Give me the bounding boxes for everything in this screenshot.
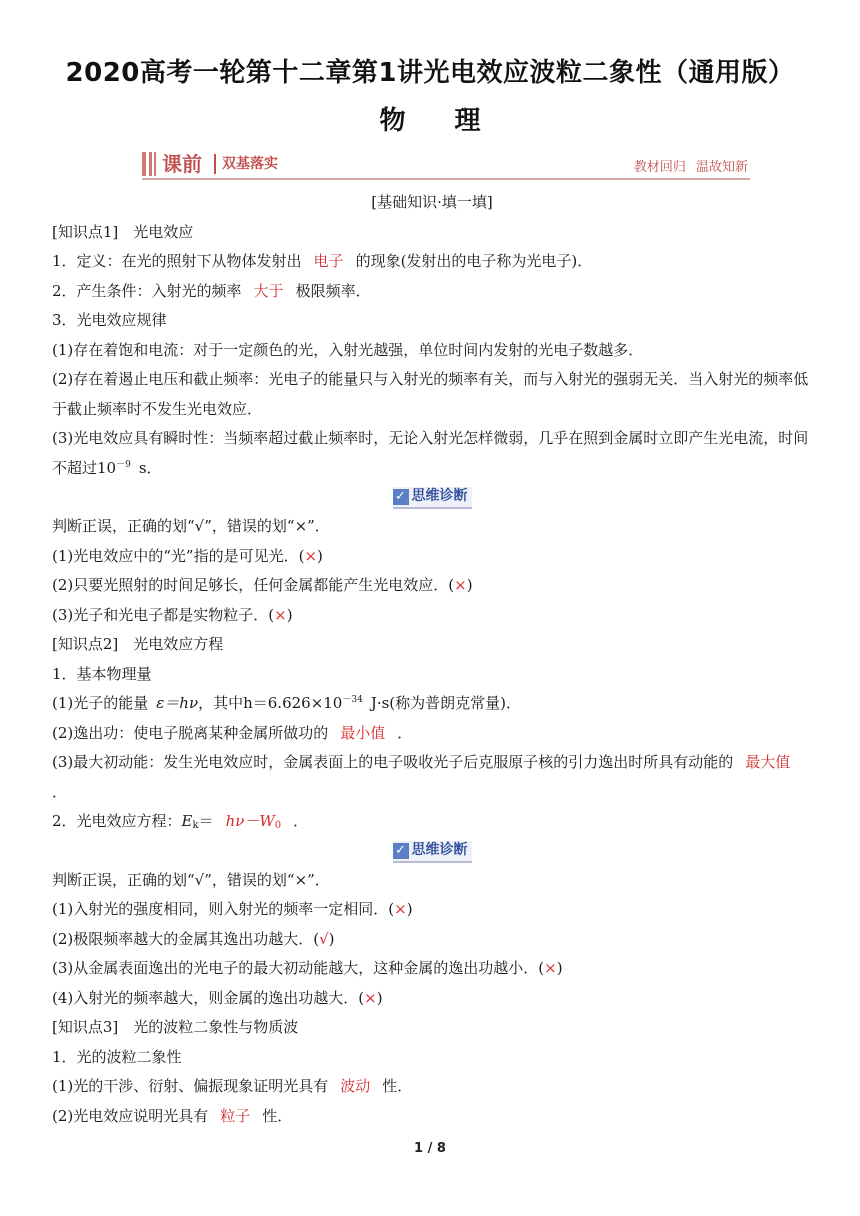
k2-eq-lhs: E [181, 812, 193, 830]
k1-condition [52, 277, 812, 307]
k1-definition [52, 247, 812, 277]
k3-wave [52, 1072, 812, 1102]
judge-close: ) [328, 929, 335, 948]
judge-text: (3)光子和光电子都是实物粒子．( [52, 605, 275, 624]
k1-rule-2: (2)存在着遏止电压和截止频率：光电子的能量只与入射光的频率有关，而与入射光的强弱无关．当入射光的频率低于截止频率时不发生光电效应． [52, 370, 809, 418]
thinking-diagnosis-badge-1 [52, 484, 812, 512]
k2-e1-mid: ，其中h＝6.626×10 [198, 694, 343, 712]
banner-underline [142, 178, 750, 180]
k1-def-answer: 电子 [313, 252, 344, 270]
judge-mark: × [364, 988, 377, 1007]
k2-eq-lhs-sub: k [192, 820, 199, 831]
k3-w1-suffix: 性． [382, 1077, 413, 1095]
judge2-item [52, 925, 812, 955]
k3-particle [52, 1102, 812, 1132]
k2-e2-suffix: ． [397, 723, 413, 742]
judge-close: ) [317, 546, 323, 565]
judge-close: ) [556, 959, 563, 977]
judge-text: (3)从金属表面逸出的光电子的最大初动能越大，这种金属的逸出功越小．( [52, 959, 545, 977]
k1-rule-3 [52, 424, 812, 483]
judge1-item [52, 571, 812, 601]
banner-separator [214, 154, 216, 174]
k2-eq-prefix: 2．光电效应方程： [52, 812, 182, 830]
judge-text: (1)入射光的强度相同，则入射光的频率一定相同．( [52, 900, 395, 918]
k3-heading: [知识点3] 光的波粒二象性与物质波 [52, 1018, 299, 1036]
thinking-diagnosis-badge-2 [52, 838, 812, 866]
k1-rule-3-unit: s． [138, 458, 162, 477]
judge-close: ) [376, 988, 383, 1007]
k3-w2-answer: 粒子 [220, 1106, 251, 1125]
judge-mark: × [304, 546, 318, 565]
judge-mark: × [274, 605, 287, 624]
k1-rule-3-text: (3)光电效应具有瞬时性：当频率超过截止频率时，无论入射光怎样微弱，几乎在照到金属时立即产生光电流，时间不超过10 [52, 429, 809, 477]
k2-e1-exponent: －34 [342, 695, 363, 705]
judge2-item [52, 984, 812, 1014]
judge-close: ) [466, 576, 473, 594]
banner-main-label: 课前 [162, 152, 202, 176]
k2-eq-answer: hν－W [225, 812, 275, 830]
k2-eq-answer-sub: 0 [274, 820, 282, 831]
judge2-item [52, 895, 812, 925]
k1-rules-title: 3．光电效应规律 [52, 311, 167, 329]
judge-text: (1)光电效应中的“光”指的是可见光．( [52, 546, 305, 565]
k2-photon-energy [52, 689, 812, 719]
banner-right-label: 教材回归 温故知新 [633, 160, 748, 175]
judge-text: (2)只要光照射的时间足够长，任何金属都能产生光电效应．( [52, 576, 455, 594]
section-banner [142, 150, 750, 180]
banner-sub-label: 双基落实 [222, 156, 278, 172]
badge-label: 思维诊断 [411, 841, 468, 858]
k1-def-suffix: 的现象(发射出的电子称为光电子)． [355, 252, 593, 270]
k2-e2-answer: 最小值 [340, 723, 386, 742]
k2-e3-suffix: ． [52, 782, 68, 801]
document-title: 2020高考一轮第十二章第1讲光电效应波粒二象性（通用版） [65, 58, 795, 88]
judge1-intro: 判断正误，正确的划“√”，错误的划“×”． [52, 517, 330, 535]
k2-e3-answer-b: 大值 [760, 753, 791, 771]
k2-heading: [知识点2] 光电效应方程 [52, 635, 224, 653]
k1-cond-prefix: 2．产生条件：入射光的频率 [52, 281, 242, 300]
judge-close: ) [286, 605, 293, 624]
k3-w1-prefix: (1)光的干涉、衍射、偏振现象证明光具有 [52, 1077, 329, 1095]
k2-e3-answer-a: 最 [745, 753, 761, 771]
judge-text: (2)极限频率越大的金属其逸出功越大．( [52, 929, 320, 948]
k1-def-prefix: 1．定义：在光的照射下从物体发射出 [52, 252, 302, 270]
judge-mark: × [454, 576, 467, 594]
check-icon: ✓ [393, 489, 409, 505]
judge-mark: √ [319, 929, 329, 948]
badge-label: 思维诊断 [411, 488, 468, 505]
k3-w1-answer: 波动 [340, 1077, 371, 1095]
judge-mark: × [544, 959, 557, 977]
k2-e3-prefix: (3)最大初动能：发生光电效应时，金属表面上的电子吸收光子后克服原子核的引力逸出时所具有动能的 [52, 753, 734, 771]
check-icon: ✓ [393, 843, 409, 859]
judge-mark: × [394, 900, 407, 918]
k1-rule-1: (1)存在着饱和电流：对于一定颜色的光，入射光越强，单位时间内发射的光电子数越多． [52, 340, 644, 359]
judge-close: ) [406, 900, 413, 918]
subject-title: 物 理 [379, 106, 481, 136]
k2-eq-suffix: ． [293, 812, 309, 830]
k2-basic: 1．基本物理量 [52, 664, 152, 683]
k2-work-function [52, 719, 812, 749]
k2-e1-prefix: (1)光子的能量 [52, 694, 149, 712]
k1-cond-answer: 大于 [253, 281, 284, 300]
k3-w2-suffix: 性． [262, 1106, 293, 1125]
judge1-item [52, 601, 812, 631]
k1-heading: [知识点1] 光电效应 [52, 222, 194, 241]
k3-sub1: 1．光的波粒二象性 [52, 1047, 182, 1066]
k3-w2-prefix: (2)光电效应说明光具有 [52, 1106, 209, 1125]
judge2-intro: 判断正误，正确的划“√”，错误的划“×”． [52, 870, 330, 889]
k2-e1-suffix: J·s(称为普朗克常量)． [370, 694, 521, 712]
document-body [52, 188, 812, 1131]
section-header: [基础知识·填一填] [371, 193, 493, 211]
banner-bars-icon [142, 152, 158, 176]
k2-max-kinetic [52, 748, 812, 807]
k2-e1-formula: ε＝hν [156, 694, 199, 712]
k2-e2-prefix: (2)逸出功：使电子脱离某种金属所做功的 [52, 723, 329, 742]
k1-rule-3-exponent: －9 [116, 459, 131, 470]
k2-eq-equals: ＝ [198, 812, 214, 830]
k1-cond-suffix: 极限频率． [295, 281, 371, 300]
judge2-item [52, 954, 812, 984]
page-number: 1 / 8 [414, 1141, 446, 1156]
judge-text: (4)入射光的频率越大，则金属的逸出功越大．( [52, 988, 365, 1007]
k2-equation [52, 807, 812, 837]
judge1-item [52, 542, 812, 572]
